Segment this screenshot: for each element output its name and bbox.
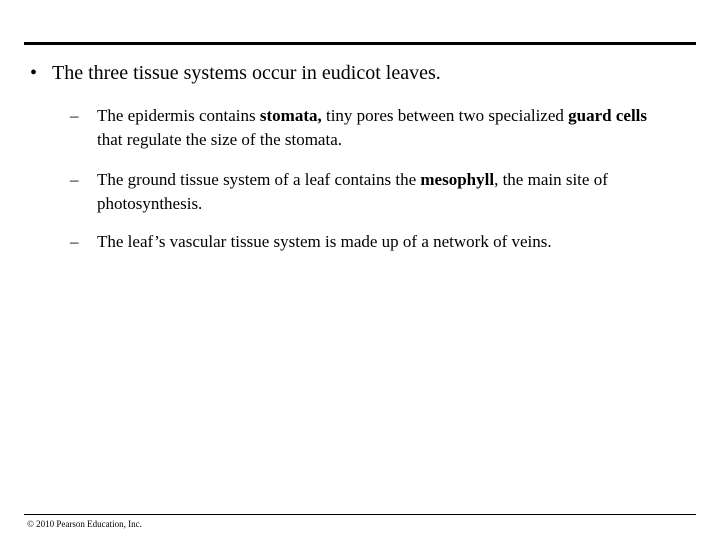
term-guard-cells: guard cells [568,106,648,125]
dash-icon: – [70,170,79,189]
sub-point-epidermis [70,104,670,152]
sub-point-ground-tissue [70,168,670,216]
text-run: , the main site of photosynthesis. [97,170,608,213]
text-run: The leaf’s vascular tissue system is made up of a network of veins. [97,232,552,251]
text-run: The ground tissue system of a leaf contains the [97,170,421,189]
bottom-divider [24,514,696,515]
top-divider [24,42,696,45]
sub-point-text [97,168,670,216]
dash-icon: – [70,232,79,251]
term-mesophyll: mesophyll [420,170,495,189]
main-bullet-text: The three tissue systems occur in eudicot leaves. [52,62,441,84]
bullet-icon: • [30,62,38,84]
sub-point-text [97,104,670,152]
copyright-footer: © 2010 Pearson Education, Inc. [27,519,142,529]
text-run: tiny pores between two specialized [321,106,569,125]
term-stomata: stomata, [259,106,322,125]
text-run: that regulate the size of the stomata. [97,130,342,149]
main-bullet [30,60,690,86]
dash-icon: – [70,106,79,125]
text-run: The epidermis contains [97,106,260,125]
sub-point-vascular-tissue [70,230,670,254]
sub-point-text [97,230,670,254]
